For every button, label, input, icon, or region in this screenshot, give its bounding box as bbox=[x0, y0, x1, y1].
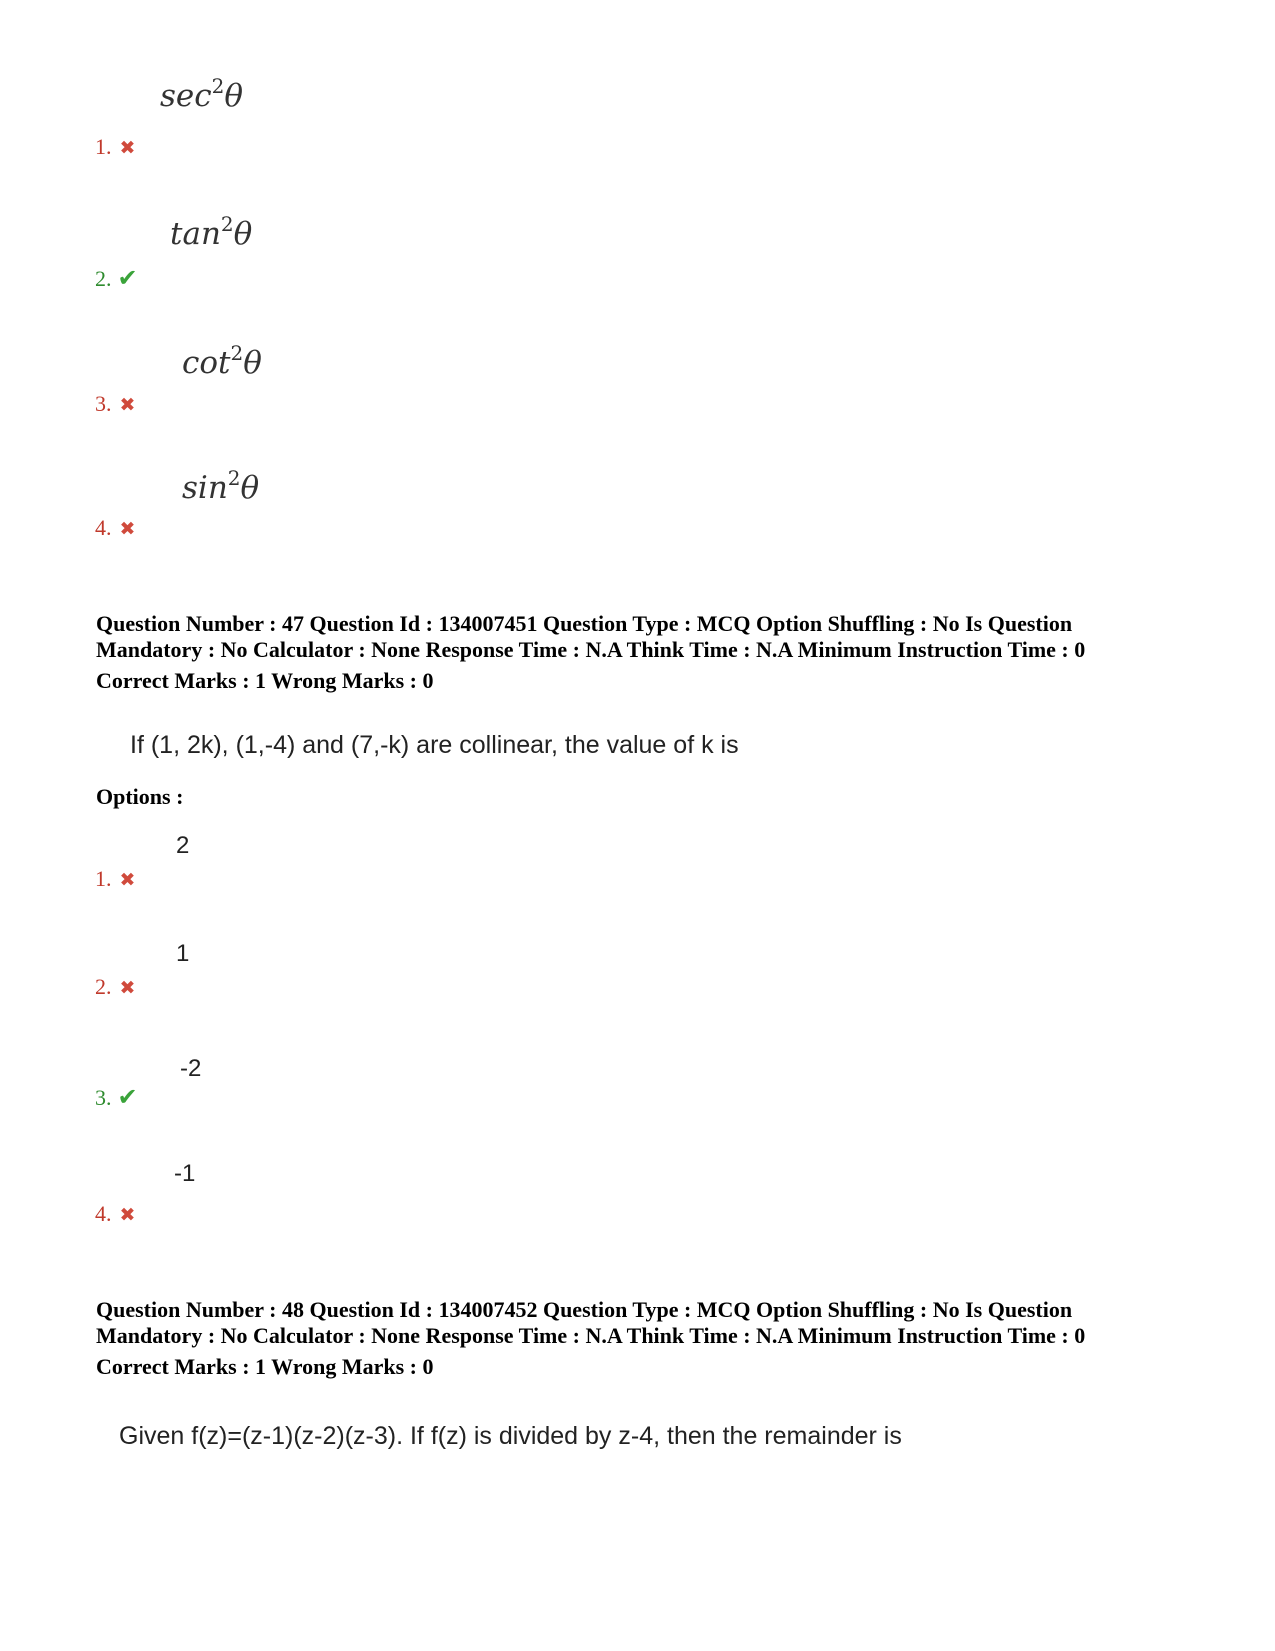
prev-option-3-number: 3. ✖ bbox=[95, 391, 136, 416]
check-mark-icon: ✔ bbox=[117, 1083, 138, 1111]
cross-mark-icon: ✖ bbox=[119, 395, 136, 416]
check-mark-icon: ✔ bbox=[117, 264, 138, 292]
q47-option-3-number: 3. ✔ bbox=[95, 1083, 138, 1111]
prev-option-1-value: $\sec^2\theta$ bbox=[160, 74, 244, 114]
cross-mark-icon: ✖ bbox=[119, 978, 136, 999]
meta-line: Correct Marks : 1 Wrong Marks : 0 bbox=[96, 668, 434, 693]
prev-option-3-value: $\cot^2\theta$ bbox=[182, 341, 262, 381]
q47-option-1-number: 1. ✖ bbox=[95, 866, 136, 891]
question-48-meta bbox=[96, 1297, 1206, 1380]
prev-option-4-value: $\sin^2\theta$ bbox=[182, 466, 260, 506]
prev-option-1-number: 1. ✖ bbox=[95, 134, 136, 159]
cross-mark-icon: ✖ bbox=[119, 1205, 136, 1226]
prev-option-2-number: 2. ✔ bbox=[95, 264, 138, 292]
meta-line: Mandatory : No Calculator : None Response Time : N.A Think Time : N.A Minimum Instruction Time : 0 bbox=[96, 1323, 1086, 1348]
q47-option-3-value: -2 bbox=[180, 1055, 202, 1082]
cross-mark-icon: ✖ bbox=[119, 870, 136, 891]
q47-option-1-value: 2 bbox=[176, 832, 190, 859]
meta-line: Question Number : 47 Question Id : 134007451 Question Type : MCQ Option Shuffling : No Is Question bbox=[96, 611, 1073, 636]
q47-option-2-value: 1 bbox=[176, 940, 190, 967]
meta-line: Mandatory : No Calculator : None Response Time : N.A Think Time : N.A Minimum Instruction Time : 0 bbox=[96, 637, 1086, 662]
cross-mark-icon: ✖ bbox=[119, 138, 136, 159]
question-47-meta bbox=[96, 611, 1206, 694]
prev-option-4-number: 4. ✖ bbox=[95, 515, 136, 540]
meta-line: Question Number : 48 Question Id : 134007452 Question Type : MCQ Option Shuffling : No Is Question bbox=[96, 1297, 1073, 1322]
options-label: Options : bbox=[96, 784, 184, 809]
q47-option-4-number: 4. ✖ bbox=[95, 1201, 136, 1226]
q47-option-2-number: 2. ✖ bbox=[95, 974, 136, 999]
question-48-text: Given f(z)=(z-1)(z-2)(z-3). If f(z) is divided by z-4, then the remainder is bbox=[119, 1422, 902, 1450]
meta-line: Correct Marks : 1 Wrong Marks : 0 bbox=[96, 1354, 434, 1379]
question-47-text: If (1, 2k), (1,-4) and (7,-k) are collinear, the value of k is bbox=[130, 731, 739, 759]
q47-option-4-value: -1 bbox=[174, 1160, 196, 1187]
cross-mark-icon: ✖ bbox=[119, 519, 136, 540]
prev-option-2-value: $\tan^2\theta$ bbox=[170, 212, 253, 252]
